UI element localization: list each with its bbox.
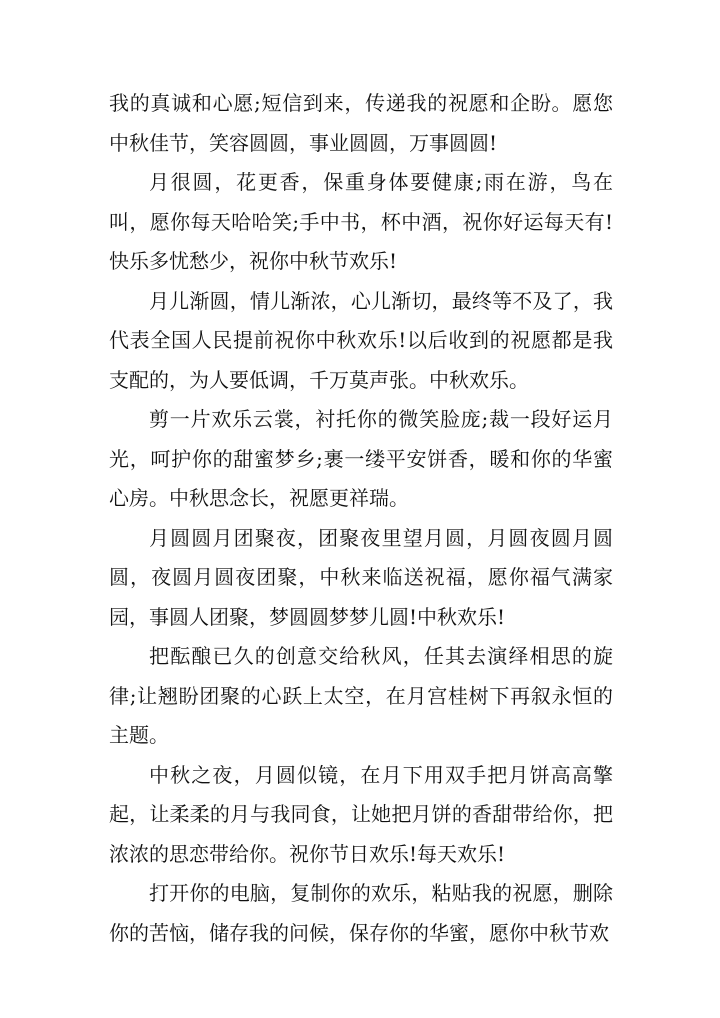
paragraph-8: 打开你的电脑，复制你的欢乐，粘贴我的祝愿，删除你的苦恼，储存我的问候，保存你的华蜜，愿你中秋节欢 [109,881,613,945]
paragraph-7: 中秋之夜，月圆似镜，在月下用双手把月饼高高擎起，让柔柔的月与我同食，让她把月饼的香甜带给你，把浓浓的思恋带给你。祝你节日欢乐!每天欢乐! [109,762,613,866]
paragraph-4: 剪一片欢乐云裳，衬托你的微笑脸庞;裁一段好运月光，呵护你的甜蜜梦乡;裹一缕平安饼香，暖和你的华蜜心房。中秋思念长，祝愿更祥瑞。 [109,407,613,510]
paragraph-6: 把酝酿已久的创意交给秋风，任其去演绎相思的旋律;让翘盼团聚的心跃上太空，在月宫桂树下再叙永恒的主题。 [109,644,613,747]
paragraph-3: 月儿渐圆，情儿渐浓，心儿渐切，最终等不及了，我代表全国人民提前祝你中秋欢乐!以后收到的祝愿都是我支配的，为人要低调，千万莫声张。中秋欢乐。 [109,288,613,392]
paragraph-2: 月很圆，花更香，保重身体要健康;雨在游，鸟在叫，愿你每天哈哈笑;手中书，杯中酒，祝你好运每天有!快乐多忧愁少，祝你中秋节欢乐! [109,170,613,273]
paragraph-1: 我的真诚和心愿;短信到来，传递我的祝愿和企盼。愿您中秋佳节，笑容圆圆，事业圆圆，万事圆圆! [109,91,613,155]
document-body [109,84,613,953]
paragraph-5: 月圆圆月团聚夜，团聚夜里望月圆，月圆夜圆月圆圆，夜圆月圆夜团聚，中秋来临送祝福，愿你福气满家园，事圆人团聚，梦圆圆梦梦儿圆!中秋欢乐! [109,525,613,629]
